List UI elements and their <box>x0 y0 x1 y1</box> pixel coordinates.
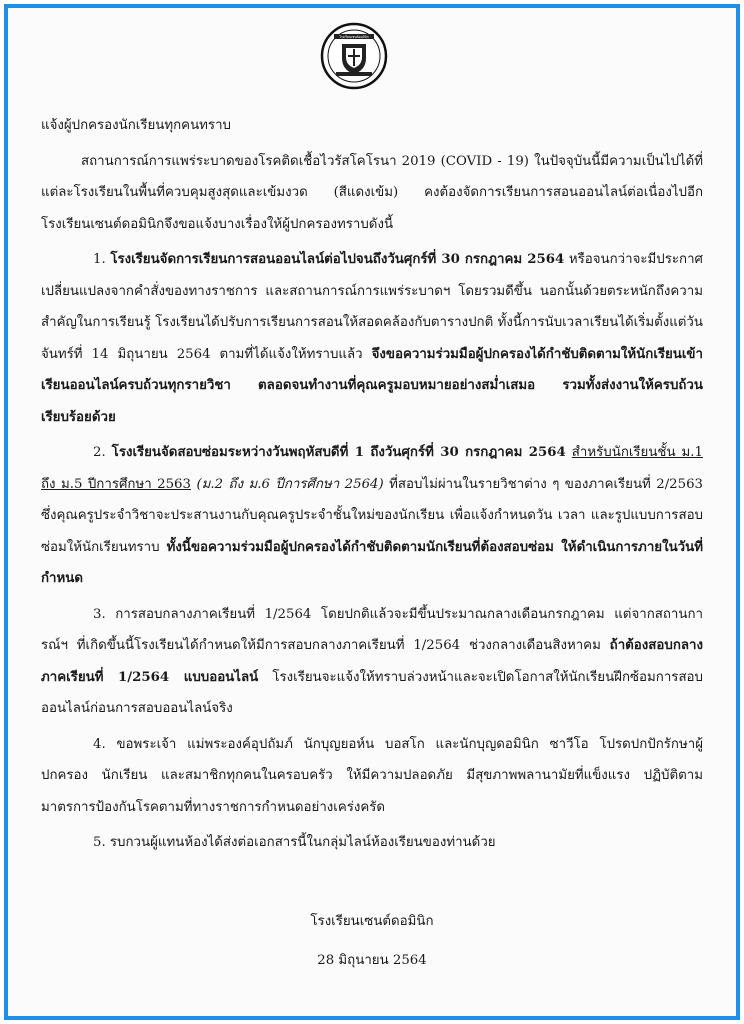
item-4: 4. ขอพระเจ้า แม่พระองค์อุปถัมภ์ นักบุญยอห์น บอสโก และนักบุญดอมินิก ซาวีโอ โปรดปกปักรักษาผู้ปกครอง นักเรียน และสมาชิกทุกคนในครอบครัว ให้มีความปลอดภัย มีสุขภาพพลานามัยที่แข็งแรง ปฏิบัติตามมาตรการป้องกันโรคตามที่ทางราชการกำหนดอย่างเคร่งครัด <box>41 736 703 815</box>
item-3-text-a: 3. การสอบกลางภาคเรียนที่ 1/2564 โดยปกติแล้วจะมีขึ้นประมาณกลางเดือนกรกฎาคม แต่จากสถานการณ์ฯ ที่เกิดขึ้นนี้โรงเรียนได้กำหนดให้มีการสอบกลางภาคเรียนที่ 1/2564 ช่วงกลางเดือนสิงหาคม <box>41 606 703 653</box>
item-1-request: จึงขอความร่วมมือผู้ปกครองได้กำชับติดตามให้นักเรียนเข้าเรียนออนไลน์ครบถ้วนทุกรายวิชา ตลอดจนทำงานที่คุณครูมอบหมายอย่างสม่ำเสมอ รวมทั้งส่งงานให้ครบถ้วนเรียบร้อยด้วย <box>41 346 703 425</box>
intro-paragraph: สถานการณ์การแพร่ระบาดของโรคติดเชื้อไวรัสโคโรนา 2019 (COVID - 19) ในปัจจุบันนี้มีความเป็นไปได้ที่แต่ละโรงเรียนในพื้นที่ควบคุมสูงสุดและเข้มงวด (สีแดงเข้ม) คงต้องจัดการเรียนการสอนออนไลน์ต่อเนื่องไปอีก โรงเรียนเซนต์ดอมินิกจึงขอแจ้งบางเรื่องให้ผู้ปกครองทราบดังนี้ <box>41 153 703 232</box>
item-3-text-c: โรงเรียนจะแจ้งให้ทราบล่วงหน้าและจะเปิดโอกาสให้นักเรียนฝึกซ้อมการสอบออนไลน์ก่อนการสอบออนไลน์จริง <box>41 669 703 716</box>
item-2-text: ที่สอบไม่ผ่านในรายวิชาต่าง ๆ ของภาคเรียนที่ 2/2563 ซึ่งคุณครูประจำวิชาจะประสานงานกับคุณครูประจำชั้นใหม่ของนักเรียน เพื่อแจ้งกำหนดวัน เวลา และรูปแบบการสอบซ่อมให้นักเรียนทราบ <box>41 476 704 555</box>
item-5: 5. รบกวนผู้แทนห้องได้ส่งต่อเอกสารนี้ในกลุ่มไลน์ห้องเรียนของท่านด้วย <box>93 835 496 850</box>
item-2-underlined: สำหรับนักเรียนชั้น ม.1 ถึง ม.5 ปีการศึกษา 2563 <box>41 445 703 492</box>
item-2-number: 2. <box>93 445 112 460</box>
item-1-text: หรือจนกว่าจะมีประกาศเปลี่ยนแปลงจากคำสั่งของทางราชการ และสถานการณ์การแพร่ระบาดฯ โดยรวมดีขึ้น นอกนั้นด้วยตระหนักถึงความสำคัญในการเรียนรู้ โรงเรียนได้ปรับการเรียนการสอนให้สอดคล้องกับตารางปกติ ทั้งนี้การนับเวลาเรียนได้เริ่มตั้งแต่วันจันทร์ที่ 14 มิถุนายน 2564 ตามที่ได้แจ้งให้ทราบแล้ว <box>41 252 703 362</box>
greeting: แจ้งผู้ปกครองนักเรียนทุกคนทราบ <box>41 118 231 133</box>
item-2-request: ทั้งนี้ขอความร่วมมือผู้ปกครองได้กำชับติดตามนักเรียนที่ต้องสอบซ่อม ให้ดำเนินการภายในวันที่กำหนด <box>41 539 703 586</box>
school-seal-icon <box>320 22 388 90</box>
signoff-date: 28 มิถุนายน 2564 <box>317 953 427 968</box>
item-3 <box>41 599 703 725</box>
item-2-italic: (ม.2 ถึง ม.6 ปีการศึกษา 2564) <box>196 476 384 492</box>
seal-caption: โรงเรียนเซนต์ดอมินิก <box>339 35 369 39</box>
signoff-school: โรงเรียนเซนต์ดอมินิก <box>310 914 434 929</box>
item-3-bold: ถ้าต้องสอบกลางภาคเรียนที่ 1/2564 แบบออนไลน์ <box>41 638 703 685</box>
item-2 <box>41 437 703 595</box>
item-2-heading: โรงเรียนจัดสอบซ่อมระหว่างวันพฤหัสบดีที่ 1 ถึงวันศุกร์ที่ 30 กรกฎาคม 2564 <box>111 445 566 460</box>
letter-body <box>41 110 703 859</box>
item-1-number: 1. <box>93 252 111 267</box>
item-1-heading: โรงเรียนจัดการเรียนการสอนออนไลน์ต่อไปจนถึงวันศุกร์ที่ 30 กรกฎาคม 2564 <box>110 252 565 267</box>
item-1 <box>41 244 703 433</box>
